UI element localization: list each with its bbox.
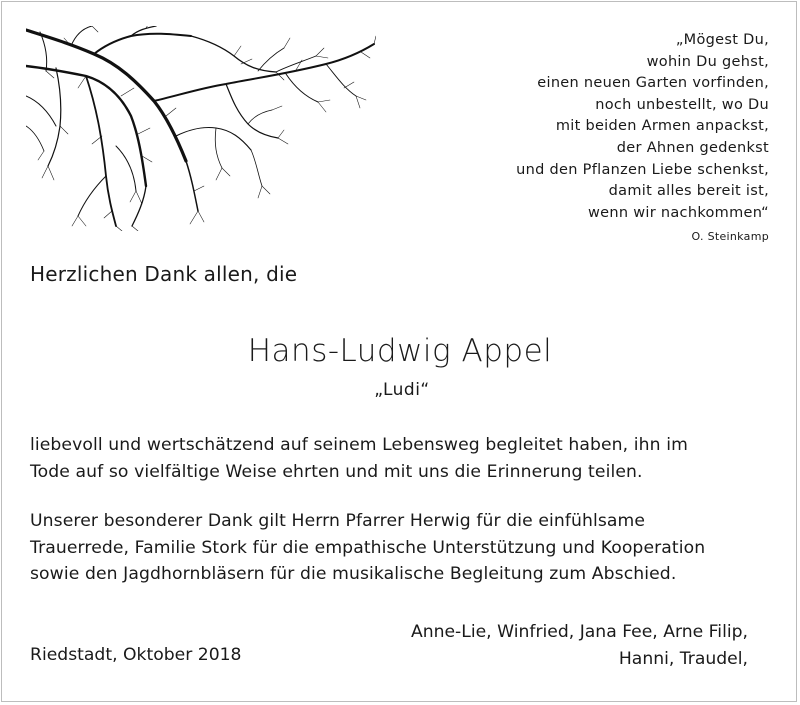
tree-branches-image (26, 26, 376, 231)
signature-line: Anne-Lie, Winfried, Jana Fee, Arne Filip, (410, 622, 748, 642)
poem-line: einen neuen Garten vorfinden, (537, 75, 769, 92)
poem-line: damit alles bereit ist, (608, 183, 769, 200)
paragraph-line: Tode auf so vielfältige Weise ehrten und mit uns die Erinnerung teilen. (30, 461, 643, 482)
poem-line: und den Pflanzen Liebe schenkst, (516, 161, 769, 178)
paragraph-line: Unserer besonderer Dank gilt Herrn Pfarrer Herwig für die einfühlsame (30, 511, 646, 531)
deceased-nickname: „Ludi“ (374, 380, 430, 400)
poem-line: der Ahnen gedenkst (616, 139, 769, 156)
special-thanks-paragraph (30, 508, 775, 588)
deceased-name: Hans-Ludwig Appel (247, 333, 553, 369)
place-date: Riedstadt, Oktober 2018 (30, 645, 242, 665)
paragraph-line: sowie den Jagdhornbläsern für die musikalische Begleitung zum Abschied. (30, 564, 677, 584)
signature-line: Hanni, Traudel, (618, 649, 748, 669)
poem-author: O. Steinkamp (691, 230, 769, 243)
paragraph-line: Trauerrede, Familie Stork für die empathische Unterstützung und Kooperation (30, 537, 706, 558)
poem-line: wohin Du gehst, (646, 53, 769, 70)
signatures (411, 619, 748, 673)
poem-line: mit beiden Armen anpackst, (555, 118, 769, 135)
paragraph-line: liebevoll und wertschätzend auf seinem Lebensweg begleitet haben, ihn im (30, 435, 688, 455)
poem-line: wenn wir nachkommen“ (587, 204, 769, 221)
poem-quote (409, 30, 769, 224)
poem-line: „Mögest Du, (675, 32, 769, 48)
thanks-paragraph (30, 432, 775, 485)
intro-heading: Herzlichen Dank allen, die (30, 262, 298, 286)
poem-line: noch unbestellt, wo Du (595, 96, 769, 113)
